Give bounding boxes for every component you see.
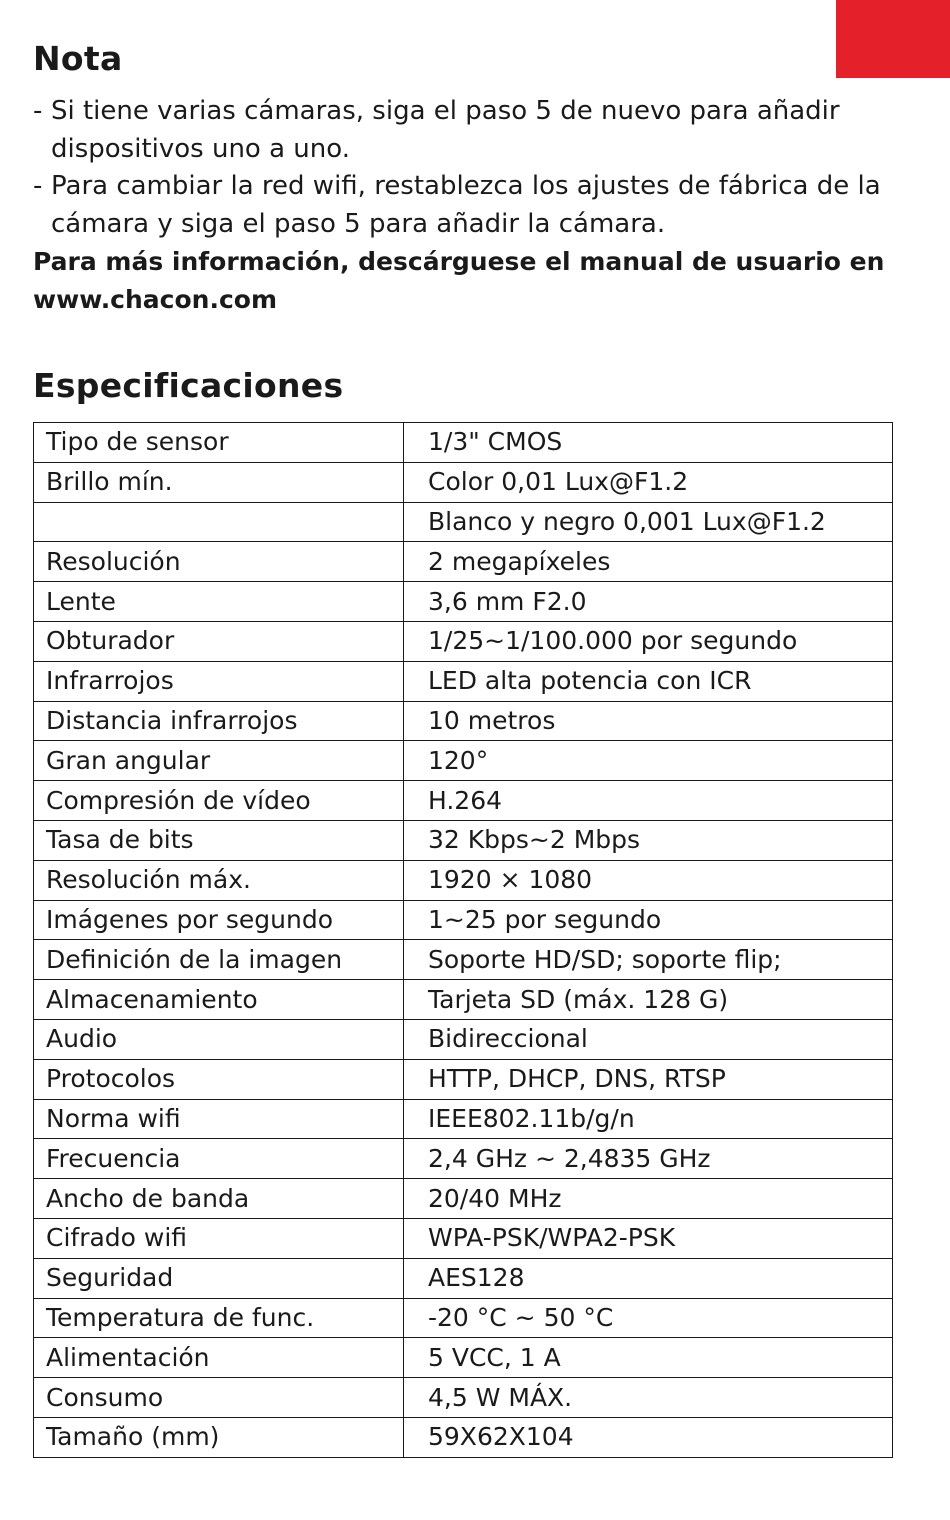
table-row [34, 1417, 893, 1457]
table-row [34, 1059, 893, 1099]
spec-label: Obturador [34, 621, 404, 661]
table-row [34, 1338, 893, 1378]
table-row [34, 781, 893, 821]
spec-value: IEEE802.11b/g/n [404, 1099, 893, 1139]
spec-label: Consumo [34, 1378, 404, 1418]
spec-value: Blanco y negro 0,001 Lux@F1.2 [404, 502, 893, 542]
spec-value: 1/3" CMOS [404, 423, 893, 463]
spec-label: Tipo de sensor [34, 423, 404, 463]
spec-label: Norma wifi [34, 1099, 404, 1139]
nota-item-text: Para cambiar la red wifi, restablezca los ajustes de fábrica de la cámara y siga el paso 5 para añadir la cámara. [51, 171, 881, 239]
spec-label: Protocolos [34, 1059, 404, 1099]
spec-label: Infrarrojos [34, 661, 404, 701]
table-row [34, 1218, 893, 1258]
spec-label [34, 502, 404, 542]
table-row [34, 1099, 893, 1139]
spec-value: 2,4 GHz ~ 2,4835 GHz [404, 1139, 893, 1179]
spec-value: HTTP, DHCP, DNS, RTSP [404, 1059, 893, 1099]
spec-label: Frecuencia [34, 1139, 404, 1179]
spec-label: Audio [34, 1019, 404, 1059]
table-row [34, 462, 893, 502]
spec-value: H.264 [404, 781, 893, 821]
table-row [34, 1378, 893, 1418]
spec-value: 5 VCC, 1 A [404, 1338, 893, 1378]
spec-value: Color 0,01 Lux@F1.2 [404, 462, 893, 502]
spec-value: 3,6 mm F2.0 [404, 582, 893, 622]
table-row [34, 661, 893, 701]
nota-body [33, 93, 913, 318]
table-row [34, 1298, 893, 1338]
spec-label: Compresión de vídeo [34, 781, 404, 821]
spec-value: Tarjeta SD (máx. 128 G) [404, 980, 893, 1020]
nota-item [33, 93, 913, 168]
spec-value: 1920 × 1080 [404, 860, 893, 900]
spec-label: Cifrado wifi [34, 1218, 404, 1258]
spec-value: 120° [404, 741, 893, 781]
spec-value: 1~25 por segundo [404, 900, 893, 940]
more-info-text: Para más información, descárguese el manual de usuario en www.chacon.com [33, 247, 885, 314]
spec-value: 4,5 W MÁX. [404, 1378, 893, 1418]
spec-label: Imágenes por segundo [34, 900, 404, 940]
spec-label: Seguridad [34, 1258, 404, 1298]
spec-value: Bidireccional [404, 1019, 893, 1059]
spec-label: Definición de la imagen [34, 940, 404, 980]
spec-label: Distancia infrarrojos [34, 701, 404, 741]
table-row [34, 542, 893, 582]
spec-label: Tamaño (mm) [34, 1417, 404, 1457]
spec-value: 59X62X104 [404, 1417, 893, 1457]
table-row [34, 741, 893, 781]
table-row [34, 1179, 893, 1219]
bullet-dash: - [33, 171, 43, 201]
nota-heading: Nota [33, 39, 123, 78]
spec-value: 2 megapíxeles [404, 542, 893, 582]
table-row [34, 820, 893, 860]
specs-heading: Especificaciones [33, 366, 344, 405]
spec-label: Resolución [34, 542, 404, 582]
table-row [34, 980, 893, 1020]
specs-table [33, 422, 893, 1458]
spec-value: AES128 [404, 1258, 893, 1298]
spec-label: Almacenamiento [34, 980, 404, 1020]
table-row [34, 621, 893, 661]
spec-value: LED alta potencia con ICR [404, 661, 893, 701]
bullet-dash: - [33, 96, 43, 126]
spec-label: Brillo mín. [34, 462, 404, 502]
table-row [34, 900, 893, 940]
table-row [34, 1258, 893, 1298]
spec-label: Temperatura de func. [34, 1298, 404, 1338]
spec-label: Lente [34, 582, 404, 622]
spec-label: Alimentación [34, 1338, 404, 1378]
nota-item-text: Si tiene varias cámaras, siga el paso 5 de nuevo para añadir dispositivos uno a uno. [51, 96, 840, 164]
table-row [34, 1019, 893, 1059]
table-row [34, 502, 893, 542]
spec-value: 10 metros [404, 701, 893, 741]
red-corner-tab [836, 0, 950, 78]
table-row [34, 423, 893, 463]
table-row [34, 701, 893, 741]
spec-value: WPA-PSK/WPA2-PSK [404, 1218, 893, 1258]
table-row [34, 940, 893, 980]
spec-value: 20/40 MHz [404, 1179, 893, 1219]
table-row [34, 582, 893, 622]
spec-label: Ancho de banda [34, 1179, 404, 1219]
nota-item [33, 168, 913, 243]
spec-value: Soporte HD/SD; soporte flip; [404, 940, 893, 980]
spec-value: 1/25~1/100.000 por segundo [404, 621, 893, 661]
table-row [34, 1139, 893, 1179]
spec-label: Gran angular [34, 741, 404, 781]
spec-label: Resolución máx. [34, 860, 404, 900]
spec-value: -20 °C ~ 50 °C [404, 1298, 893, 1338]
spec-label: Tasa de bits [34, 820, 404, 860]
spec-value: 32 Kbps~2 Mbps [404, 820, 893, 860]
table-row [34, 860, 893, 900]
